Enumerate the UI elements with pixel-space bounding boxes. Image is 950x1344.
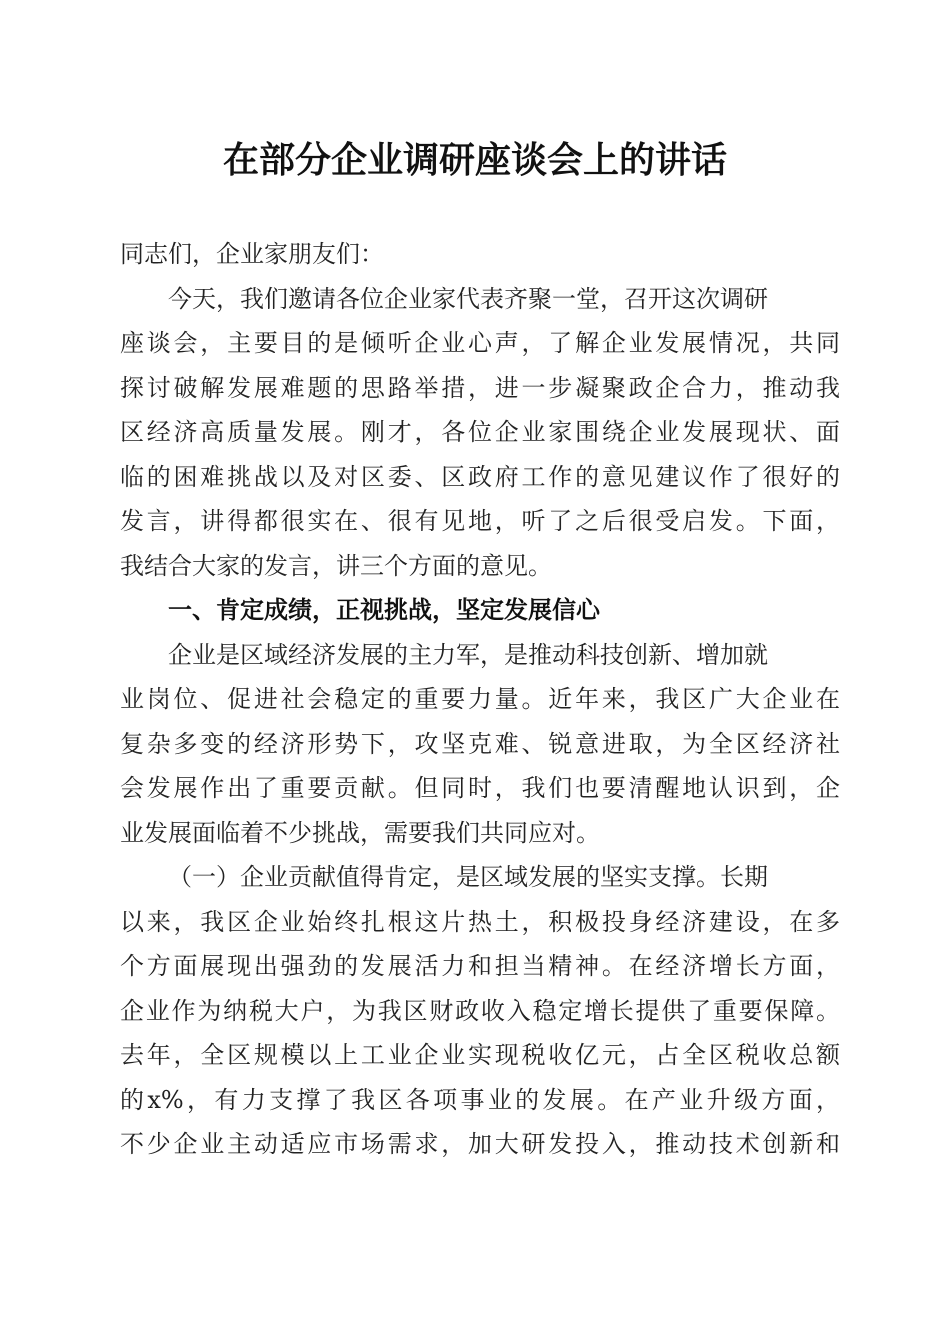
body-line: 发言，讲得都很实在、很有见地，听了之后很受启发。下面， [120,507,840,535]
body-line: 我结合大家的发言，讲三个方面的意见。 [120,551,552,580]
body-line: 业岗位、促进社会稳定的重要力量。近年来，我区广大企业在 [120,685,840,713]
body-line: 去年，全区规模以上工业企业实现税收亿元，占全区税收总额 [120,1041,840,1069]
document-body [120,232,840,1167]
body-line: 座谈会，主要目的是倾听企业心声，了解企业发展情况，共同 [120,329,840,357]
section-heading: 一、肯定成绩，正视挑战，坚定发展信心 [168,596,600,624]
body-line: 企业是区域经济发展的主力军，是推动科技创新、增加就 [168,640,768,669]
body-line: 不少企业主动适应市场需求，加大研发投入，推动技术创新和 [120,1130,840,1158]
body-line: 临的困难挑战以及对区委、区政府工作的意见建议作了很好的 [120,462,840,491]
document-title: 在部分企业调研座谈会上的讲话 [222,139,727,181]
body-line: 的x%，有力支撑了我区各项事业的发展。在产业升级方面， [120,1085,840,1114]
body-line: 今天，我们邀请各位企业家代表齐聚一堂，召开这次调研 [168,284,768,313]
body-line: 会发展作出了重要贡献。但同时，我们也要清醒地认识到，企 [120,774,840,802]
body-line: 同志们，企业家朋友们： [120,240,384,268]
body-line: （一）企业贡献值得肯定，是区域发展的坚实支撑。长期 [168,863,768,891]
body-line: 区经济高质量发展。刚才，各位企业家围绕企业发展现状、面 [120,418,840,446]
body-line: 以来，我区企业始终扎根这片热土，积极投身经济建设，在多 [120,907,840,936]
body-line: 探讨破解发展难题的思路举措，进一步凝聚政企合力，推动我 [120,373,840,402]
body-line: 复杂多变的经济形势下，攻坚克难、锐意进取，为全区经济社 [120,729,840,758]
body-line: 业发展面临着不少挑战，需要我们共同应对。 [120,818,600,847]
body-line: 个方面展现出强劲的发展活力和担当精神。在经济增长方面， [120,952,840,980]
body-line: 企业作为纳税大户，为我区财政收入稳定增长提供了重要保障。 [120,996,840,1025]
